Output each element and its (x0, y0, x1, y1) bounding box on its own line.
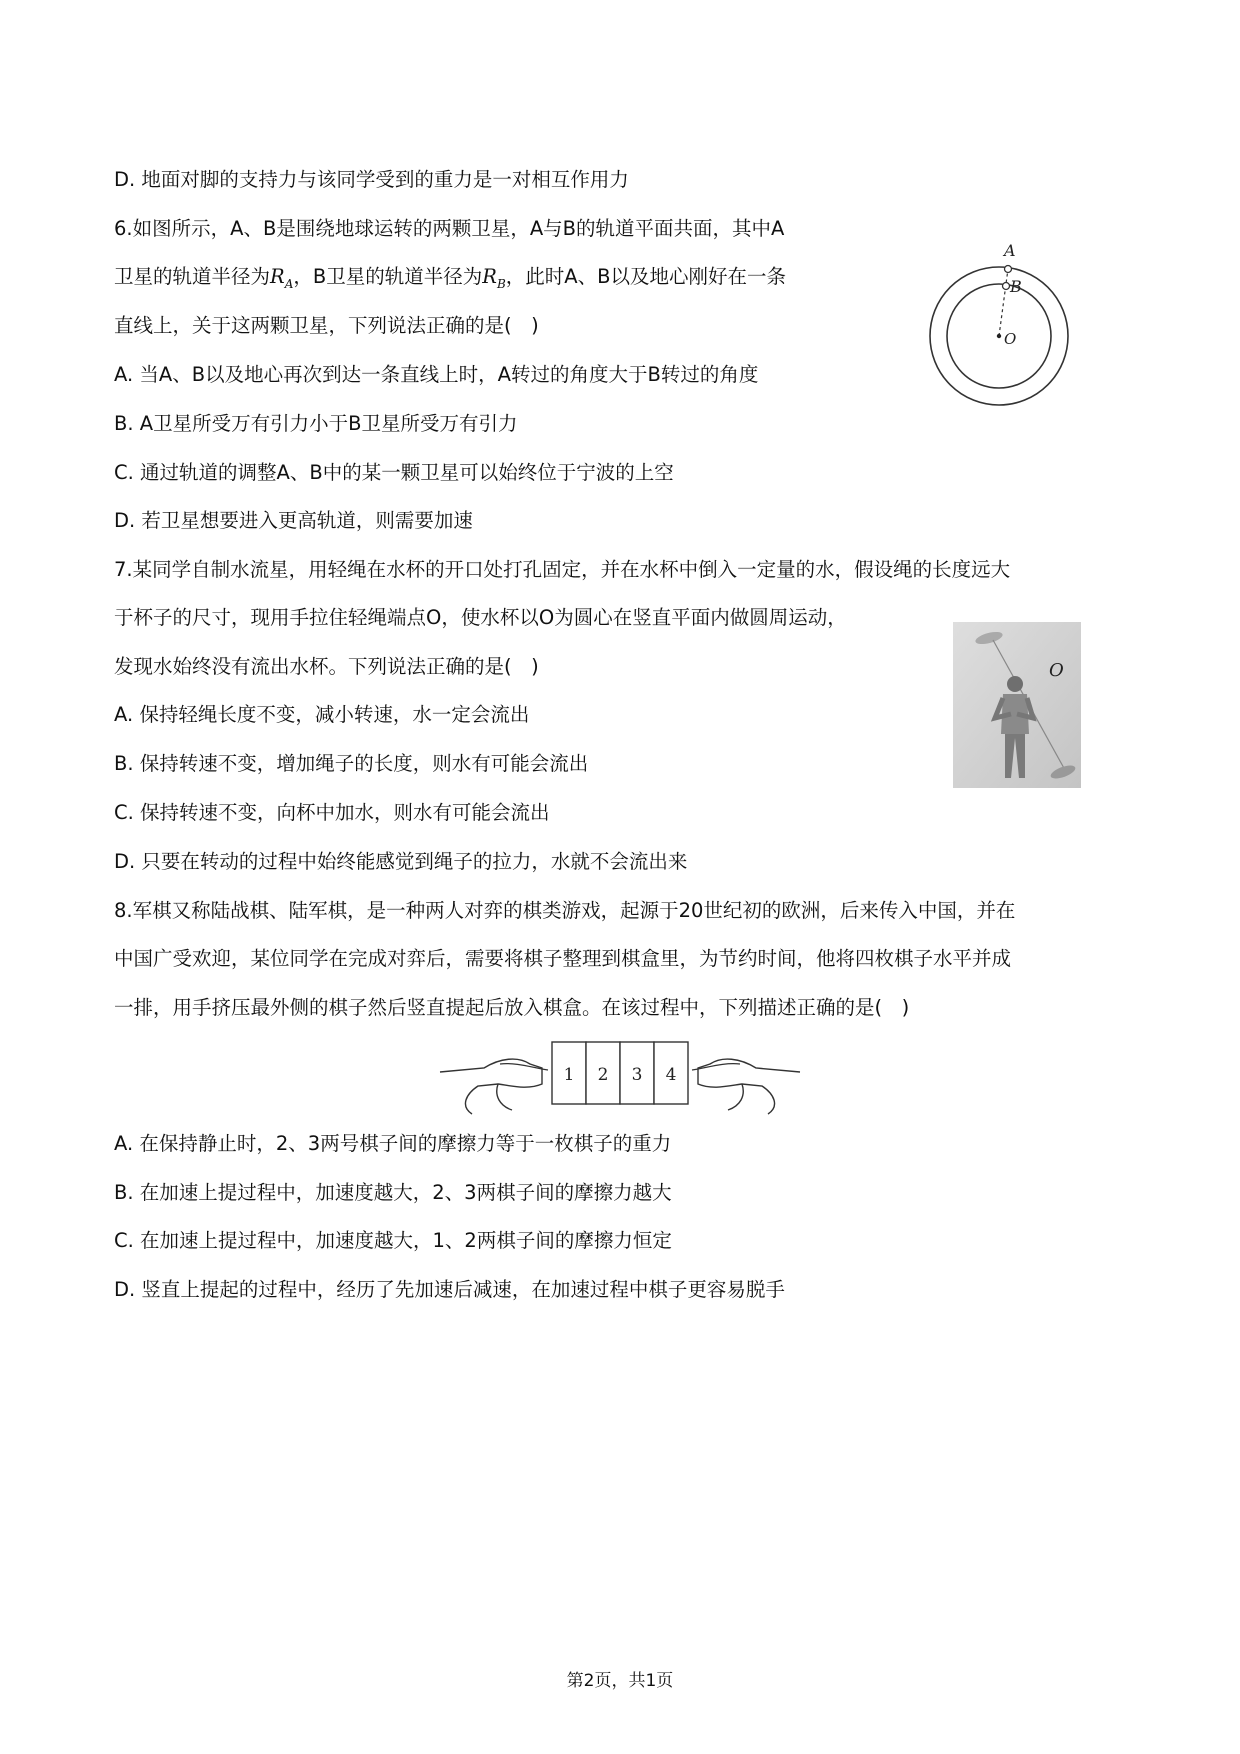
piece-1-label: 1 (563, 1065, 575, 1085)
chess-pieces-diagram (438, 1034, 802, 1120)
q8-option-b: B. 在加速上提过程中，加速度越大，2、3两棋子间的摩擦力越大 (114, 1181, 672, 1204)
q6-option-b: B. A卫星所受万有引力小于B卫星所受万有引力 (114, 412, 518, 435)
radius-a-symbol: R (270, 265, 285, 288)
radius-b-symbol: R (482, 265, 497, 288)
page-footer: 第2页，共1页 (566, 1671, 674, 1691)
q6-stem-line2 (114, 264, 786, 297)
piece-2-label: 2 (597, 1065, 609, 1085)
q7-stem-line2: 于杯子的尺寸，现用手拉住轻绳端点O，使水杯以O为圆心在竖直平面内做圆周运动， (114, 606, 847, 629)
q6-stem-line3: 直线上，关于这两颗卫星，下列说法正确的是( ) (114, 314, 539, 337)
q6-stem-part1: 卫星的轨道半径为 (114, 265, 271, 288)
q8-option-c: C. 在加速上提过程中，加速度越大，1、2两棋子间的摩擦力恒定 (114, 1229, 672, 1252)
label-a: A (1004, 241, 1016, 260)
q6-option-c: C. 通过轨道的调整A、B中的某一颗卫星可以始终位于宁波的上空 (114, 461, 674, 484)
water-meteor-photo (953, 622, 1081, 788)
q7-option-d: D. 只要在转动的过程中始终能感觉到绳子的拉力，水就不会流出来 (114, 850, 688, 873)
piece-4-label: 4 (665, 1065, 677, 1085)
label-o: O (1004, 330, 1017, 348)
q6-stem-part2: ，B卫星的轨道半径为 (293, 265, 483, 288)
q6-option-d: D. 若卫星想要进入更高轨道，则需要加速 (114, 509, 473, 532)
q8-stem-line2: 中国广受欢迎，某位同学在完成对弈后，需要将棋子整理到棋盒里，为节约时间，他将四枚棋子水平并成 (114, 947, 1012, 970)
q6-stem-part3: ，此时A、B以及地心刚好在一条 (505, 265, 786, 288)
label-o: O (1049, 660, 1064, 681)
radius-b-subscript: B (496, 277, 506, 291)
satellite-b-marker (1003, 283, 1010, 290)
person-head (1007, 676, 1023, 692)
q7-option-a: A. 保持轻绳长度不变，减小转速，水一定会流出 (114, 703, 530, 726)
right-hand (698, 1059, 800, 1114)
q7-stem-line1: 7.某同学自制水流星，用轻绳在水杯的开口处打孔固定，并在水杯中倒入一定量的水，假设绳的长度远大 (114, 558, 1011, 581)
q7-option-b: B. 保持转速不变，增加绳子的长度，则水有可能会流出 (114, 752, 589, 775)
q6-stem-line1: 6.如图所示，A、B是围绕地球运转的两颗卫星，A与B的轨道平面共面，其中A (114, 217, 785, 240)
q8-stem-line1: 8.军棋又称陆战棋、陆军棋，是一种两人对弈的棋类游戏，起源于20世纪初的欧洲，后来传入中国，并在 (114, 899, 1016, 922)
left-thumb (500, 1064, 548, 1070)
q8-option-a: A. 在保持静止时，2、3两号棋子间的摩擦力等于一枚棋子的重力 (114, 1132, 672, 1155)
alignment-line (999, 269, 1008, 336)
q6-option-a: A. 当A、B以及地心再次到达一条直线上时，A转过的角度大于B转过的角度 (114, 363, 759, 386)
q7-option-c: C. 保持转速不变，向杯中加水，则水有可能会流出 (114, 801, 550, 824)
q5-option-d: D. 地面对脚的支持力与该同学受到的重力是一对相互作用力 (114, 168, 629, 191)
q8-stem-line3: 一排，用手挤压最外侧的棋子然后竖直提起后放入棋盒。在该过程中，下列描述正确的是( ) (114, 996, 910, 1019)
q7-stem-line3: 发现水始终没有流出水杯。下列说法正确的是( ) (114, 655, 539, 678)
q8-option-d: D. 竖直上提起的过程中，经历了先加速后减速，在加速过程中棋子更容易脱手 (114, 1278, 785, 1301)
orbit-diagram (926, 240, 1072, 412)
earth-center-dot (997, 334, 1001, 338)
radius-a-subscript: A (284, 277, 294, 291)
right-thumb (692, 1064, 740, 1070)
label-b: B (1010, 277, 1022, 296)
satellite-a-marker (1005, 266, 1012, 273)
piece-3-label: 3 (631, 1065, 643, 1085)
left-hand (440, 1059, 542, 1114)
